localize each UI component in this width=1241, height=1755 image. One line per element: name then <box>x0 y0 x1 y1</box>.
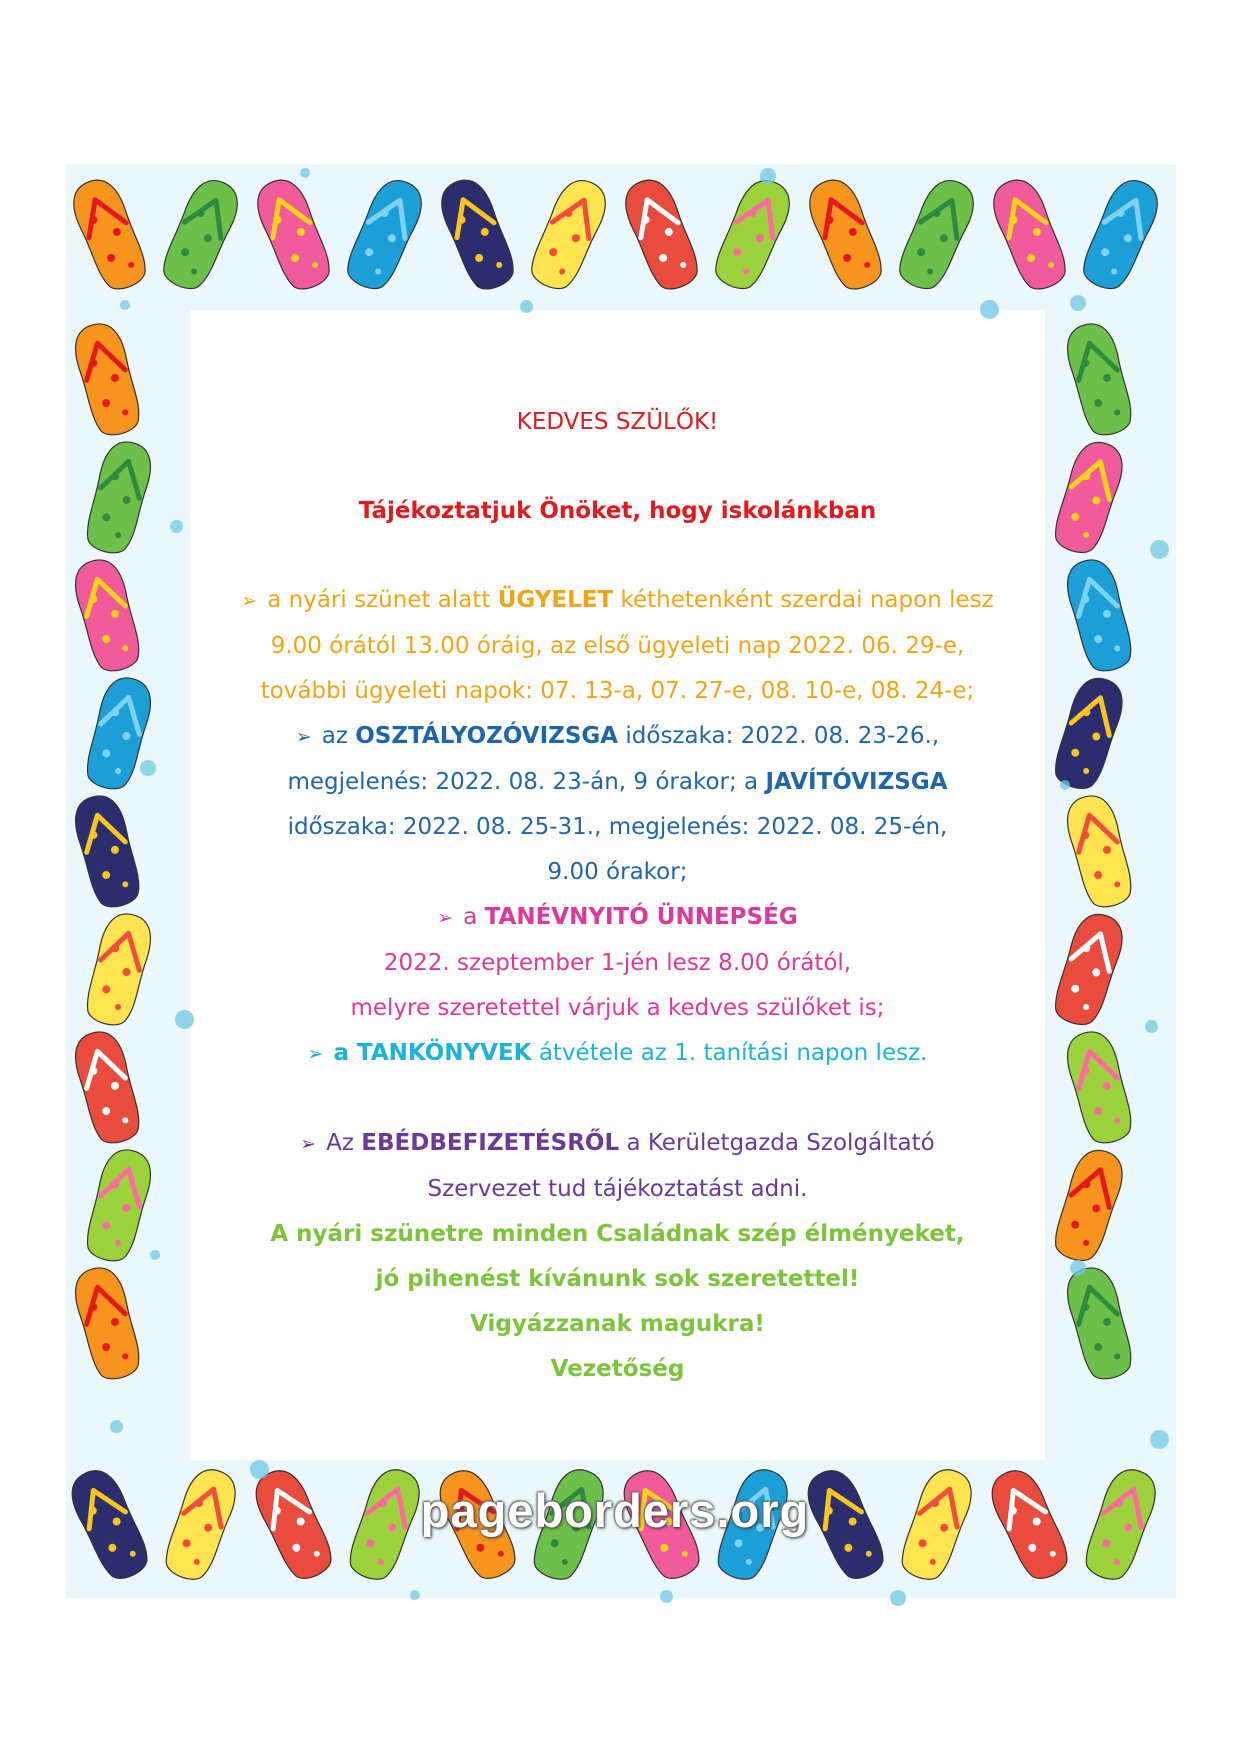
decorative-dot <box>110 1420 123 1433</box>
bullet-arrow-icon: ➢ <box>295 726 312 748</box>
bullet-vizsga: ➢ az OSZTÁLYOZÓVIZSGA időszaka: 2022. 08. 23-26., megjelenés: 2022. 08. 23-án, 9 órakor; a JAVÍTÓVIZSGA időszaka: 2022. 08. 25-31., megjelenés: 2022. 08. 25-én, 9.00 órakor; <box>287 723 948 885</box>
decorative-dot <box>890 1590 906 1606</box>
bullet-tanevnyito: ➢ a TANÉVNYITÓ ÜNNEPSÉG 2022. szeptember 1-jén lesz 8.00 órától, melyre szeretettel várjuk a kedves szülőket is; <box>350 904 885 1021</box>
decorative-dot <box>760 168 776 184</box>
notice-content <box>190 400 1045 1392</box>
bullet-tankonyv: ➢ a TANKÖNYVEK átvétele az 1. tanítási napon lesz. <box>307 1040 928 1066</box>
decorative-dot <box>410 1590 420 1600</box>
keyword-ebedbefizetes: EBÉDBEFIZETÉSRŐL <box>361 1130 620 1156</box>
bullet-arrow-icon: ➢ <box>241 590 258 612</box>
decorative-dot <box>150 1250 160 1260</box>
decorative-dot <box>520 300 533 313</box>
keyword-osztalyozovizsga: OSZTÁLYOZÓVIZSGA <box>355 723 619 749</box>
decorative-dot <box>660 1590 673 1603</box>
decorative-dot <box>170 520 183 533</box>
decorative-dot <box>980 300 999 319</box>
decorative-dot <box>140 760 156 776</box>
keyword-javitovizsga: JAVÍTÓVIZSGA <box>765 769 948 795</box>
decorative-dot <box>1150 540 1169 559</box>
decorative-dot <box>1070 295 1086 311</box>
decorative-dot <box>250 1460 269 1479</box>
notice-title: KEDVES SZÜLŐK! <box>516 409 719 435</box>
closing-message: A nyári szünetre minden Családnak szép élményeket, jó pihenést kívánunk sok szeretettel! Vigyázzanak magukra! Vezetőség <box>190 1212 1045 1392</box>
keyword-ugyelet: ÜGYELET <box>497 587 614 613</box>
decorative-dot <box>300 168 310 178</box>
decorative-dot <box>1145 1020 1158 1033</box>
bullet-ugyelet: ➢ a nyári szünet alatt ÜGYELET kéthetenként szerdai napon lesz 9.00 órától 13.00 óráig, az első ügyeleti nap 2022. 06. 29-e, további ügyeleti napok: 07. 13-a, 07. 27-e, 08. 10-e, 08. 24-e; <box>241 587 994 704</box>
signature: Vezetőség <box>550 1356 685 1382</box>
decorative-dot <box>1060 780 1070 790</box>
bullet-arrow-icon: ➢ <box>437 907 454 929</box>
bullet-ebed: ➢ Az EBÉDBEFIZETÉSRŐL a Kerületgazda Szolgáltató Szervezet tud tájékoztatást adni. <box>300 1130 935 1202</box>
watermark: pageborders.org <box>420 1484 810 1537</box>
bullet-arrow-icon: ➢ <box>307 1043 324 1065</box>
keyword-tankonyvek: TANKÖNYVEK <box>356 1040 532 1066</box>
decorative-dot <box>120 300 130 310</box>
decorative-dot <box>1070 1260 1086 1276</box>
notice-intro: Tájékoztatjuk Önöket, hogy iskolánkban <box>358 498 877 524</box>
bullet-arrow-icon: ➢ <box>300 1133 317 1155</box>
decorative-dot <box>1150 1430 1169 1449</box>
keyword-tanevnyito: TANÉVNYITÓ ÜNNEPSÉG <box>484 904 798 930</box>
